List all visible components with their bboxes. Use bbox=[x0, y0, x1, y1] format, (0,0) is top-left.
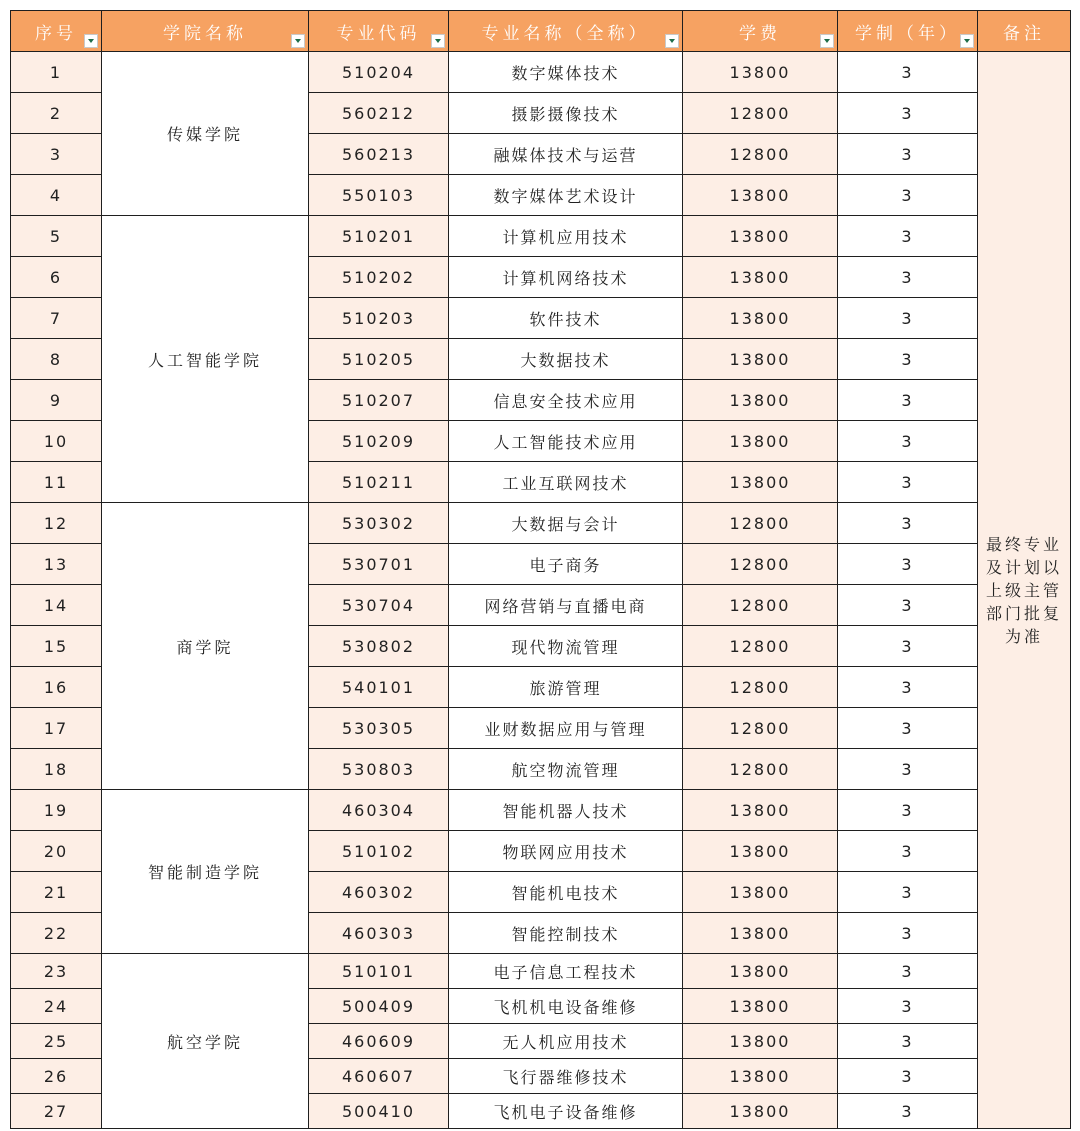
cell-code: 510203 bbox=[309, 298, 449, 339]
cell-index: 16 bbox=[11, 667, 102, 708]
cell-index: 11 bbox=[11, 462, 102, 503]
cell-fee: 12800 bbox=[683, 93, 838, 134]
cell-fee: 12800 bbox=[683, 585, 838, 626]
cell-major: 计算机应用技术 bbox=[449, 216, 683, 257]
filter-dropdown-icon[interactable] bbox=[960, 34, 974, 48]
cell-years: 3 bbox=[838, 913, 978, 954]
cell-major: 飞行器维修技术 bbox=[449, 1059, 683, 1094]
cell-index: 13 bbox=[11, 544, 102, 585]
cell-fee: 13800 bbox=[683, 339, 838, 380]
header-label: 专业名称（全称） bbox=[481, 23, 650, 44]
cell-years: 3 bbox=[838, 503, 978, 544]
cell-years: 3 bbox=[838, 667, 978, 708]
cell-years: 3 bbox=[838, 989, 978, 1024]
header-label: 序号 bbox=[35, 23, 77, 44]
table-body bbox=[11, 52, 1071, 1129]
cell-fee: 13800 bbox=[683, 175, 838, 216]
cell-years: 3 bbox=[838, 134, 978, 175]
cell-major: 信息安全技术应用 bbox=[449, 380, 683, 421]
header-years bbox=[838, 11, 978, 52]
cell-index: 20 bbox=[11, 831, 102, 872]
header-major bbox=[449, 11, 683, 52]
cell-code: 510204 bbox=[309, 52, 449, 93]
cell-code: 510207 bbox=[309, 380, 449, 421]
cell-college: 人工智能学院 bbox=[102, 216, 309, 503]
cell-index: 19 bbox=[11, 790, 102, 831]
cell-code: 460304 bbox=[309, 790, 449, 831]
table-row bbox=[11, 52, 1071, 93]
cell-fee: 13800 bbox=[683, 790, 838, 831]
cell-college: 航空学院 bbox=[102, 954, 309, 1129]
cell-code: 530701 bbox=[309, 544, 449, 585]
cell-code: 500409 bbox=[309, 989, 449, 1024]
cell-years: 3 bbox=[838, 585, 978, 626]
cell-index: 27 bbox=[11, 1094, 102, 1129]
cell-years: 3 bbox=[838, 626, 978, 667]
filter-dropdown-icon[interactable] bbox=[665, 34, 679, 48]
cell-fee: 12800 bbox=[683, 134, 838, 175]
cell-note: 最终专业及计划以上级主管部门批复为准 bbox=[978, 52, 1071, 1129]
cell-code: 510205 bbox=[309, 339, 449, 380]
cell-index: 18 bbox=[11, 749, 102, 790]
cell-fee: 13800 bbox=[683, 52, 838, 93]
cell-college: 传媒学院 bbox=[102, 52, 309, 216]
cell-index: 22 bbox=[11, 913, 102, 954]
cell-major: 旅游管理 bbox=[449, 667, 683, 708]
filter-dropdown-icon[interactable] bbox=[84, 34, 98, 48]
cell-years: 3 bbox=[838, 257, 978, 298]
cell-major: 数字媒体技术 bbox=[449, 52, 683, 93]
cell-years: 3 bbox=[838, 93, 978, 134]
cell-major: 飞机机电设备维修 bbox=[449, 989, 683, 1024]
header-fee bbox=[683, 11, 838, 52]
cell-index: 12 bbox=[11, 503, 102, 544]
cell-major: 现代物流管理 bbox=[449, 626, 683, 667]
header-note bbox=[978, 11, 1071, 52]
cell-major: 工业互联网技术 bbox=[449, 462, 683, 503]
cell-fee: 13800 bbox=[683, 298, 838, 339]
cell-major: 智能机器人技术 bbox=[449, 790, 683, 831]
cell-code: 550103 bbox=[309, 175, 449, 216]
cell-fee: 13800 bbox=[683, 216, 838, 257]
cell-code: 560212 bbox=[309, 93, 449, 134]
filter-dropdown-icon[interactable] bbox=[820, 34, 834, 48]
cell-code: 510209 bbox=[309, 421, 449, 462]
cell-major: 人工智能技术应用 bbox=[449, 421, 683, 462]
cell-code: 530802 bbox=[309, 626, 449, 667]
cell-index: 3 bbox=[11, 134, 102, 175]
cell-major: 网络营销与直播电商 bbox=[449, 585, 683, 626]
cell-college: 商学院 bbox=[102, 503, 309, 790]
cell-code: 510101 bbox=[309, 954, 449, 989]
table-row bbox=[11, 790, 1071, 831]
cell-years: 3 bbox=[838, 872, 978, 913]
cell-fee: 12800 bbox=[683, 749, 838, 790]
cell-fee: 13800 bbox=[683, 1024, 838, 1059]
cell-fee: 13800 bbox=[683, 831, 838, 872]
cell-index: 7 bbox=[11, 298, 102, 339]
cell-fee: 13800 bbox=[683, 257, 838, 298]
cell-index: 25 bbox=[11, 1024, 102, 1059]
cell-years: 3 bbox=[838, 216, 978, 257]
cell-major: 业财数据应用与管理 bbox=[449, 708, 683, 749]
cell-fee: 13800 bbox=[683, 989, 838, 1024]
cell-years: 3 bbox=[838, 1094, 978, 1129]
table-row bbox=[11, 503, 1071, 544]
cell-major: 摄影摄像技术 bbox=[449, 93, 683, 134]
cell-major: 大数据技术 bbox=[449, 339, 683, 380]
cell-years: 3 bbox=[838, 790, 978, 831]
cell-major: 计算机网络技术 bbox=[449, 257, 683, 298]
cell-major: 数字媒体艺术设计 bbox=[449, 175, 683, 216]
cell-years: 3 bbox=[838, 749, 978, 790]
cell-code: 500410 bbox=[309, 1094, 449, 1129]
cell-major: 软件技术 bbox=[449, 298, 683, 339]
cell-major: 飞机电子设备维修 bbox=[449, 1094, 683, 1129]
filter-dropdown-icon[interactable] bbox=[431, 34, 445, 48]
filter-dropdown-icon[interactable] bbox=[291, 34, 305, 48]
cell-fee: 12800 bbox=[683, 626, 838, 667]
cell-years: 3 bbox=[838, 462, 978, 503]
cell-major: 智能机电技术 bbox=[449, 872, 683, 913]
header-college bbox=[102, 11, 309, 52]
cell-years: 3 bbox=[838, 831, 978, 872]
cell-fee: 13800 bbox=[683, 954, 838, 989]
cell-code: 510201 bbox=[309, 216, 449, 257]
cell-code: 460303 bbox=[309, 913, 449, 954]
cell-college: 智能制造学院 bbox=[102, 790, 309, 954]
header-label: 学院名称 bbox=[163, 23, 247, 44]
table-row bbox=[11, 954, 1071, 989]
cell-fee: 12800 bbox=[683, 503, 838, 544]
cell-major: 电子信息工程技术 bbox=[449, 954, 683, 989]
cell-years: 3 bbox=[838, 1059, 978, 1094]
cell-index: 24 bbox=[11, 989, 102, 1024]
cell-index: 9 bbox=[11, 380, 102, 421]
cell-index: 14 bbox=[11, 585, 102, 626]
cell-index: 26 bbox=[11, 1059, 102, 1094]
cell-major: 大数据与会计 bbox=[449, 503, 683, 544]
cell-years: 3 bbox=[838, 421, 978, 462]
cell-years: 3 bbox=[838, 954, 978, 989]
cell-index: 23 bbox=[11, 954, 102, 989]
cell-major: 智能控制技术 bbox=[449, 913, 683, 954]
cell-years: 3 bbox=[838, 544, 978, 585]
cell-fee: 13800 bbox=[683, 1094, 838, 1129]
cell-code: 510202 bbox=[309, 257, 449, 298]
cell-major: 物联网应用技术 bbox=[449, 831, 683, 872]
cell-fee: 12800 bbox=[683, 667, 838, 708]
cell-major: 无人机应用技术 bbox=[449, 1024, 683, 1059]
cell-years: 3 bbox=[838, 298, 978, 339]
cell-fee: 13800 bbox=[683, 421, 838, 462]
cell-fee: 12800 bbox=[683, 708, 838, 749]
cell-years: 3 bbox=[838, 1024, 978, 1059]
cell-code: 510211 bbox=[309, 462, 449, 503]
cell-fee: 13800 bbox=[683, 913, 838, 954]
cell-index: 5 bbox=[11, 216, 102, 257]
cell-years: 3 bbox=[838, 339, 978, 380]
cell-major: 融媒体技术与运营 bbox=[449, 134, 683, 175]
cell-index: 4 bbox=[11, 175, 102, 216]
cell-major: 航空物流管理 bbox=[449, 749, 683, 790]
cell-index: 1 bbox=[11, 52, 102, 93]
cell-code: 530302 bbox=[309, 503, 449, 544]
cell-fee: 13800 bbox=[683, 872, 838, 913]
cell-code: 530803 bbox=[309, 749, 449, 790]
cell-code: 530305 bbox=[309, 708, 449, 749]
cell-fee: 13800 bbox=[683, 380, 838, 421]
header-index bbox=[11, 11, 102, 52]
table-row bbox=[11, 216, 1071, 257]
cell-code: 530704 bbox=[309, 585, 449, 626]
cell-code: 460302 bbox=[309, 872, 449, 913]
cell-code: 460609 bbox=[309, 1024, 449, 1059]
cell-fee: 13800 bbox=[683, 462, 838, 503]
cell-index: 8 bbox=[11, 339, 102, 380]
cell-code: 510102 bbox=[309, 831, 449, 872]
header-label: 学费 bbox=[739, 23, 781, 44]
header-label: 备注 bbox=[1003, 23, 1045, 44]
header-code bbox=[309, 11, 449, 52]
header-row bbox=[11, 11, 1071, 52]
majors-table bbox=[10, 10, 1071, 1129]
cell-code: 460607 bbox=[309, 1059, 449, 1094]
cell-major: 电子商务 bbox=[449, 544, 683, 585]
header-label: 学制（年） bbox=[855, 23, 960, 44]
cell-years: 3 bbox=[838, 708, 978, 749]
cell-code: 560213 bbox=[309, 134, 449, 175]
cell-index: 10 bbox=[11, 421, 102, 462]
cell-code: 540101 bbox=[309, 667, 449, 708]
header-label: 专业代码 bbox=[336, 23, 421, 44]
cell-years: 3 bbox=[838, 52, 978, 93]
cell-index: 15 bbox=[11, 626, 102, 667]
cell-years: 3 bbox=[838, 175, 978, 216]
cell-index: 17 bbox=[11, 708, 102, 749]
cell-fee: 12800 bbox=[683, 544, 838, 585]
cell-years: 3 bbox=[838, 380, 978, 421]
cell-index: 21 bbox=[11, 872, 102, 913]
cell-index: 2 bbox=[11, 93, 102, 134]
cell-fee: 13800 bbox=[683, 1059, 838, 1094]
cell-index: 6 bbox=[11, 257, 102, 298]
